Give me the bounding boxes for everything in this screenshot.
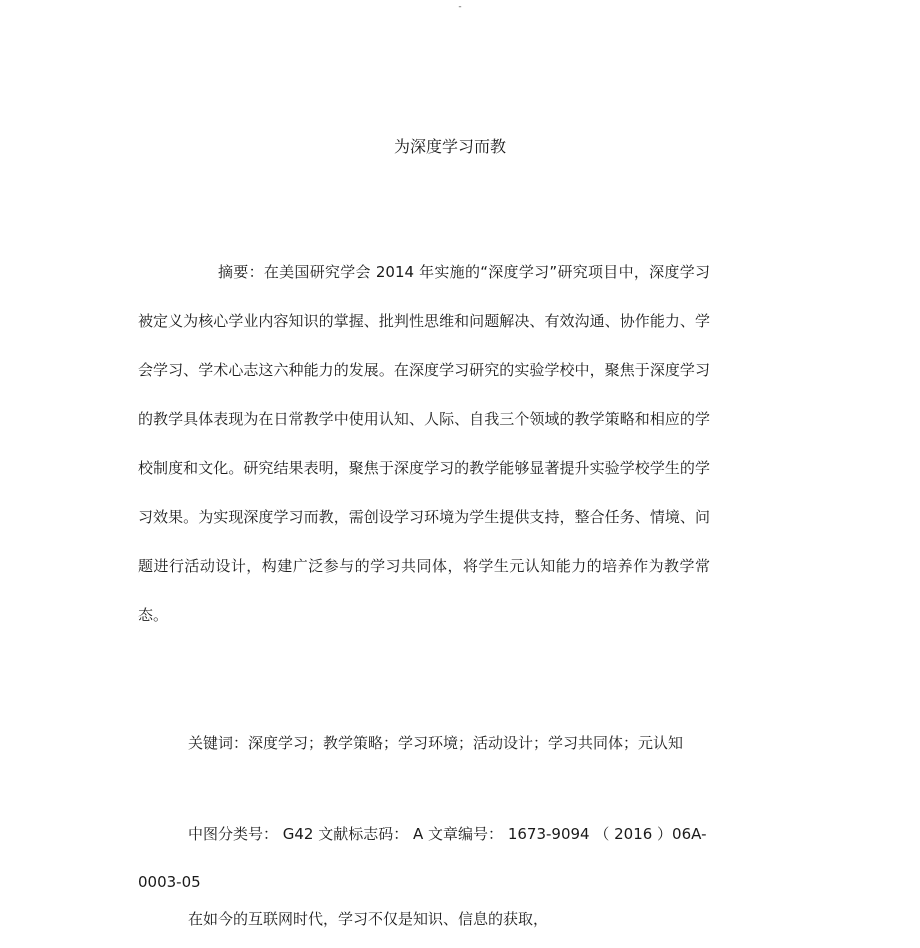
document-title: 为深度学习而教: [393, 137, 506, 156]
keywords-paragraph: 关键词：深度学习；教学策略；学习环境；活动设计；学习共同体；元认知: [188, 734, 684, 752]
body-paragraph: 在如今的互联网时代，学习不仅是知识、信息的获取，: [188, 910, 549, 928]
abstract-paragraph: 摘要：在美国研究学会 2014 年实施的“深度学习”研究项目中，深度学习被定义为核心学业内容知识的掌握、批判性思维和问题解决、有效沟通、协作能力、学会学习、学术心志这六种能力的发展。在深度学习研究的实验学校中，聚焦于深度学习的教学具体表现为在日常教学中使用认知、人际、自我三个领域的教学策略和相应的学校制度和文化。研究结果表明，聚焦于深度学习的教学能够显著提升实验学校学生的学习效果。为实现深度学习而教，需创设学习环境为学生提供支持，整合任务、情境、问题进行活动设计，构建广泛参与的学习共同体，将学生元认知能力的培养作为教学常态。: [138, 263, 710, 624]
classification-paragraph: 中图分类号： G42 文献标志码： A 文章编号： 1673-9094 （ 2016 ）06A-0003-05: [138, 825, 707, 891]
page-header-mark: -: [458, 2, 462, 12]
